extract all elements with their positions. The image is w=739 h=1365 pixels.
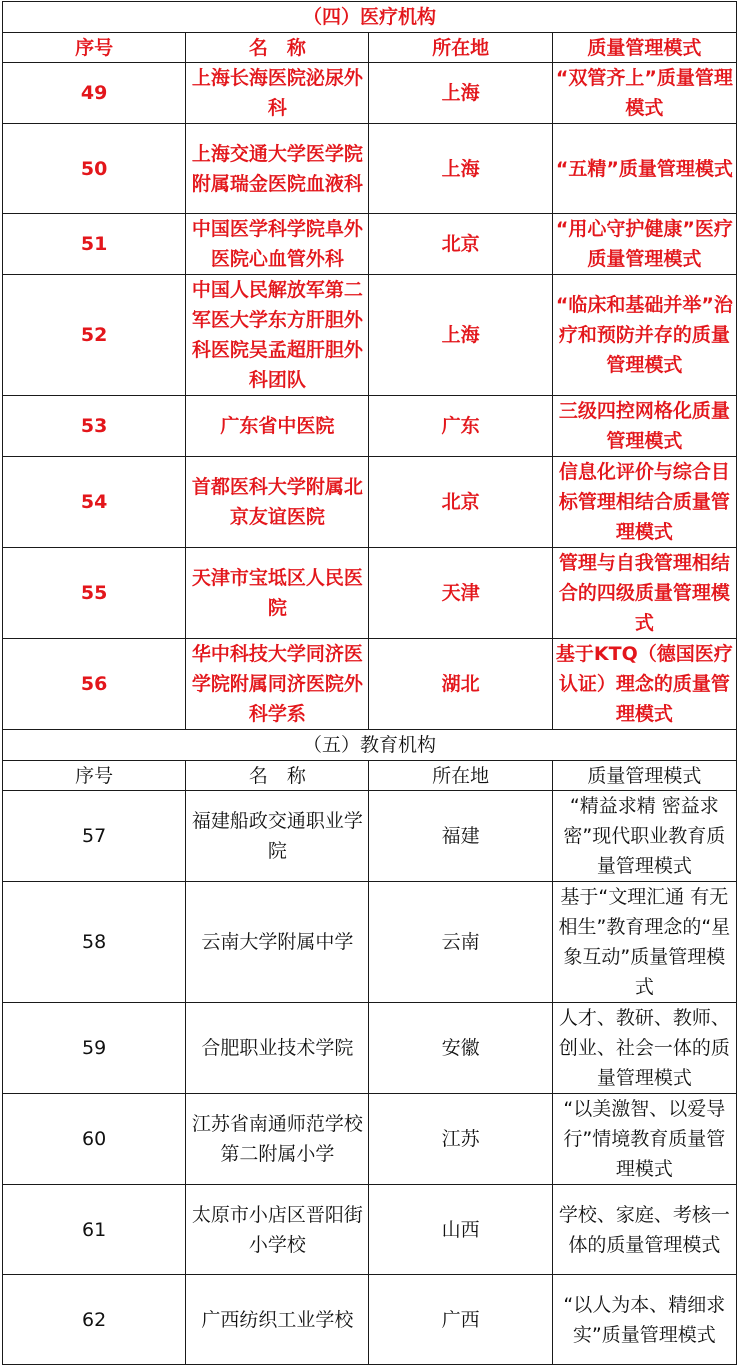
cell-name: 太原市小店区晋阳街小学校 (186, 1185, 369, 1275)
section-title-medical: （四）医疗机构 (3, 2, 737, 33)
header-mode: 质量管理模式 (552, 761, 736, 791)
table-row (3, 275, 737, 396)
cell-location: 安徽 (369, 1003, 552, 1094)
cell-mode: “以美激智、以爱导行”情境教育质量管理模式 (552, 1094, 736, 1185)
cell-mode: “以人为本、精细求实”质量管理模式 (552, 1275, 736, 1365)
header-location: 所在地 (369, 33, 552, 63)
section-title-row (3, 730, 737, 761)
cell-no: 51 (3, 214, 186, 275)
header-name: 名 称 (186, 761, 369, 791)
cell-location: 北京 (369, 457, 552, 548)
cell-location: 云南 (369, 882, 552, 1003)
cell-mode: 人才、教研、教师、创业、社会一体的质量管理模式 (552, 1003, 736, 1094)
cell-mode: “临床和基础并举”治疗和预防并存的质量管理模式 (552, 275, 736, 396)
cell-location: 北京 (369, 214, 552, 275)
cell-mode: 基于“文理汇通 有无相生”教育理念的“星象互动”质量管理模式 (552, 882, 736, 1003)
table-row (3, 396, 737, 457)
cell-mode: 信息化评价与综合目标管理相结合质量管理模式 (552, 457, 736, 548)
cell-location: 福建 (369, 791, 552, 882)
cell-name: 上海交通大学医学院附属瑞金医院血液科 (186, 124, 369, 214)
cell-name: 华中科技大学同济医学院附属同济医院外科学系 (186, 639, 369, 730)
table-row (3, 791, 737, 882)
cell-no: 50 (3, 124, 186, 214)
cell-no: 57 (3, 791, 186, 882)
cell-name: 天津市宝坻区人民医院 (186, 548, 369, 639)
cell-name: 云南大学附属中学 (186, 882, 369, 1003)
cell-no: 49 (3, 63, 186, 124)
cell-no: 60 (3, 1094, 186, 1185)
header-name: 名 称 (186, 33, 369, 63)
cell-location: 广西 (369, 1275, 552, 1365)
cell-mode: 学校、家庭、考核一体的质量管理模式 (552, 1185, 736, 1275)
cell-no: 53 (3, 396, 186, 457)
cell-location: 上海 (369, 275, 552, 396)
cell-mode: “用心守护健康”医疗质量管理模式 (552, 214, 736, 275)
header-no: 序号 (3, 33, 186, 63)
cell-no: 59 (3, 1003, 186, 1094)
table-row (3, 639, 737, 730)
section-title-education: （五）教育机构 (3, 730, 737, 761)
table-row (3, 214, 737, 275)
cell-location: 江苏 (369, 1094, 552, 1185)
cell-location: 上海 (369, 124, 552, 214)
cell-name: 中国医学科学院阜外医院心血管外科 (186, 214, 369, 275)
header-location: 所在地 (369, 761, 552, 791)
cell-mode: 基于KTQ（德国医疗认证）理念的质量管理模式 (552, 639, 736, 730)
cell-name: 上海长海医院泌尿外科 (186, 63, 369, 124)
cell-mode: “五精”质量管理模式 (552, 124, 736, 214)
cell-no: 55 (3, 548, 186, 639)
cell-name: 广西纺织工业学校 (186, 1275, 369, 1365)
table-row (3, 1275, 737, 1365)
cell-mode: “双管齐上”质量管理模式 (552, 63, 736, 124)
cell-mode: 管理与自我管理相结合的四级质量管理模式 (552, 548, 736, 639)
institution-table (2, 1, 737, 1365)
cell-no: 56 (3, 639, 186, 730)
table-row (3, 457, 737, 548)
cell-location: 湖北 (369, 639, 552, 730)
table-row (3, 882, 737, 1003)
cell-no: 52 (3, 275, 186, 396)
header-no: 序号 (3, 761, 186, 791)
table-row (3, 548, 737, 639)
cell-name: 合肥职业技术学院 (186, 1003, 369, 1094)
cell-name: 首都医科大学附属北京友谊医院 (186, 457, 369, 548)
header-row (3, 33, 737, 63)
cell-no: 54 (3, 457, 186, 548)
cell-name: 中国人民解放军第二军医大学东方肝胆外科医院吴孟超肝胆外科团队 (186, 275, 369, 396)
cell-mode: “精益求精 密益求密”现代职业教育质量管理模式 (552, 791, 736, 882)
cell-location: 山西 (369, 1185, 552, 1275)
table-row (3, 1003, 737, 1094)
table-row (3, 124, 737, 214)
cell-name: 江苏省南通师范学校第二附属小学 (186, 1094, 369, 1185)
table-row (3, 63, 737, 124)
cell-mode: 三级四控网格化质量管理模式 (552, 396, 736, 457)
section-title-row (3, 2, 737, 33)
cell-location: 天津 (369, 548, 552, 639)
cell-no: 61 (3, 1185, 186, 1275)
cell-location: 上海 (369, 63, 552, 124)
header-row (3, 761, 737, 791)
cell-name: 福建船政交通职业学院 (186, 791, 369, 882)
header-mode: 质量管理模式 (552, 33, 736, 63)
table-row (3, 1185, 737, 1275)
cell-no: 62 (3, 1275, 186, 1365)
cell-no: 58 (3, 882, 186, 1003)
cell-location: 广东 (369, 396, 552, 457)
cell-name: 广东省中医院 (186, 396, 369, 457)
table-row (3, 1094, 737, 1185)
